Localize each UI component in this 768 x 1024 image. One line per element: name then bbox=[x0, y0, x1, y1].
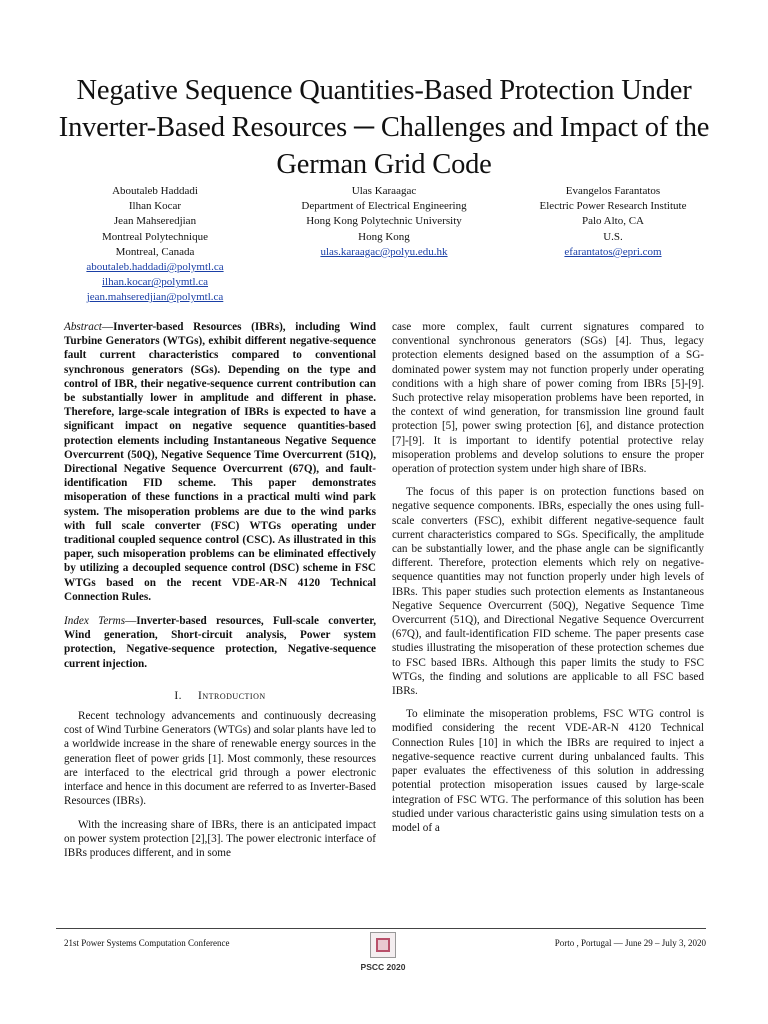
author-line: Ulas Karaagac bbox=[351, 185, 417, 197]
pscc-logo-icon bbox=[370, 932, 396, 958]
left-column bbox=[64, 320, 376, 860]
abstract bbox=[64, 320, 376, 604]
index-terms bbox=[64, 614, 376, 671]
author-line: Montreal, Canada bbox=[115, 245, 195, 258]
author-line: Jean Mahseredjian bbox=[113, 215, 197, 228]
author-line: Electric Power Research Institute bbox=[539, 200, 687, 213]
email-link[interactable]: aboutaleb.haddadi@polymtl.ca bbox=[86, 261, 224, 274]
author-line: Ilhan Kocar bbox=[128, 200, 182, 213]
author-line: U.S. bbox=[603, 230, 623, 243]
index-terms-label: Index Terms bbox=[64, 615, 126, 628]
author-line: Hong Kong bbox=[358, 230, 410, 243]
email-link[interactable]: ilhan.kocar@polymtl.ca bbox=[101, 276, 209, 289]
paragraph: Recent technology advancements and continuously decreasing cost of Wind Turbine Generators (WTGs) and solar plants have led to a worldwide increase in the share of renewable energy sources in the generation fleet of power grids [1]. Most commonly, these resources are interfaced to the electrical grid through a power electronic interface and hence in this document are referred to as Inverter-Based Resources (IBRs). bbox=[64, 710, 376, 808]
author-column-3 bbox=[498, 184, 728, 260]
section-number: I. bbox=[174, 689, 183, 702]
paragraph: case more complex, fault current signatures compared to conventional synchronous generators (SGs) [4]. Thus, legacy protection elements designed based on the assumption of a SG-dominated power system may not function properly under operating conditions with a high share of power coming from IBRs [5]-[9]. Such protective relay misoperation problems have been reported, in the context of wind generation, for transmission line ground fault protection [5], power swing protection [6], and distance protection [7]-[9]. It is important to identify potential protective relay misoperation problems and develop solutions to ensure the proper operation of protection system under high share of IBRs. bbox=[392, 321, 704, 476]
author-line: Hong Kong Polytechnic University bbox=[306, 215, 462, 228]
paragraph: With the increasing share of IBRs, there is an anticipated impact on power system protection [2],[3]. The power electronic interface of IBRs produces different, and in some bbox=[64, 818, 376, 859]
footer-pscc: PSCC 2020 bbox=[360, 962, 406, 972]
footer-conference: 21st Power Systems Computation Conference bbox=[64, 938, 230, 948]
author-column-2 bbox=[269, 184, 499, 260]
logo-mark bbox=[376, 938, 390, 952]
email-link[interactable]: ulas.karaagac@polyu.edu.hk bbox=[320, 245, 448, 258]
abstract-dash: — bbox=[101, 321, 114, 333]
index-terms-text: Inverter-based resources, Full-scale converter, Wind generation, Short-circuit analysis, Power system protection, Negative-sequence protection, Negative-sequence current injection. bbox=[64, 615, 376, 670]
author-line: Montreal Polytechnique bbox=[101, 230, 208, 243]
author-line: Evangelos Farantatos bbox=[565, 185, 661, 197]
index-terms-dash: — bbox=[125, 615, 137, 628]
author-block bbox=[40, 184, 728, 304]
author-line: Palo Alto, CA bbox=[581, 215, 645, 228]
right-column bbox=[392, 320, 704, 835]
email-link[interactable]: jean.mahseredjian@polymtl.ca bbox=[86, 291, 224, 304]
section-heading bbox=[64, 689, 376, 703]
email-link[interactable]: efarantatos@epri.com bbox=[564, 245, 662, 258]
author-column-1 bbox=[40, 184, 270, 306]
footer-rule bbox=[56, 928, 706, 929]
abstract-text: Inverter-based Resources (IBRs), including Wind Turbine Generators (WTGs), exhibit different negative-sequence fault current characteristics compared to conventional synchronous generators (SGs). Depending on the type and control of IBR, their negative-sequence current contribution can be substantially lower in amplitude and different in phase. Therefore, large-scale integration of IBRs is expected to have a significant impact on negative sequence quantities-based protection elements including Instantaneous Negative Sequence Overcurrent (50Q), Negative Sequence Time Overcurrent (51Q), Directional Negative Sequence Overcurrent (67Q), and fault-identification FID scheme. This paper demonstrates misoperation of these functions in a practical multi wind park system. The misoperation problems are due to the wind parks with full scale converter (FSC) WTGs operating under traditional coupled sequence control (CSC). As illustrated in this paper, such misoperation problems can be eliminated effectively by utilizing a decoupled sequence control (DSC) scheme in FSC WTGs based on the recent VDE-AR-N 4120 Technical Connection Rules. bbox=[64, 321, 376, 603]
abstract-label: Abstract bbox=[64, 321, 102, 333]
paragraph: To eliminate the misoperation problems, FSC WTG control is modified considering the recent VDE-AR-N 4120 Technical Connection Rules [10] in which the IBRs are required to inject a negative-sequence reactive current during unbalanced faults. This paper evaluates the effectiveness of this solution in addressing potential protection misoperation issues caused by large-scale integration of FSC WTG. The performance of this solution has been studied under various characteristic gains using simulation tests on a model of a bbox=[392, 708, 704, 834]
author-line: Department of Electrical Engineering bbox=[301, 200, 467, 213]
paragraph: The focus of this paper is on protection functions based on negative sequence components. IBRs, especially the ones using full-scale converters (FSC), exhibit different negative-sequence fault current characteristics compared to SGs. Specifically, the amplitude can be substantially lower, and the phase angle can be significantly different. Therefore, protection elements which rely on negative-sequence quantities may not function properly under high levels of IBRs. This paper studies such protection elements as Instantaneous Negative Sequence Overcurrent (50Q), Negative Sequence Time Overcurrent (51Q), and Directional Negative Sequence Overcurrent (67Q), and fault-identification FID scheme. The paper presents case studies illustrating the misoperation of these protection schemes due to FSC based IBRs. Although this paper limits the study to FSC WTGs, the finding and solutions are applicable to all FSC based IBRs. bbox=[392, 486, 704, 698]
section-title: Introduction bbox=[198, 689, 266, 702]
footer-location-date: Porto , Portugal — June 29 – July 3, 2020 bbox=[554, 938, 706, 948]
paper-title: Negative Sequence Quantities-Based Protection Under Inverter-Based Resources ─ Challenges and Impact of the German Grid Code bbox=[58, 75, 710, 180]
author-line: Aboutaleb Haddadi bbox=[112, 185, 198, 197]
